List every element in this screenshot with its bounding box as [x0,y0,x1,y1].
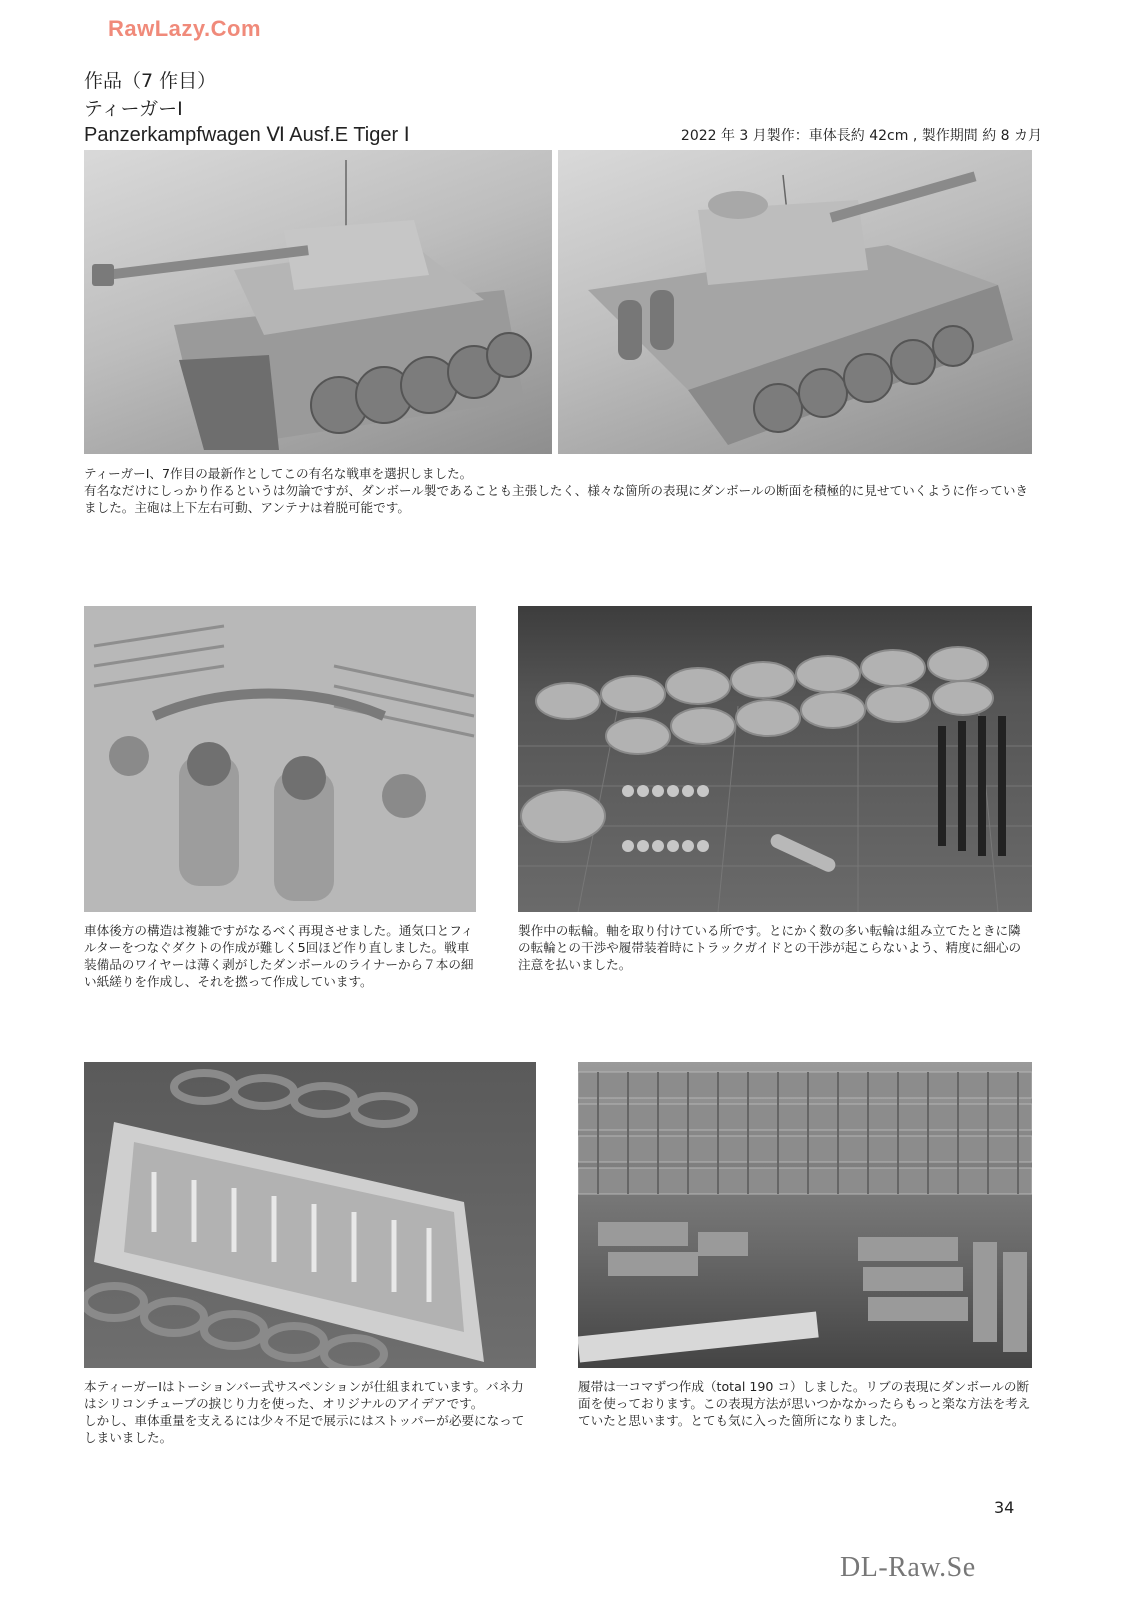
suspension-caption [84,1378,536,1446]
rear-detail-photo [84,606,476,912]
tank-rear-photo [558,150,1032,454]
watermark-top: RawLazy.Com [108,16,262,41]
intro-caption [84,465,1034,516]
page-number: 34 [994,1498,1015,1517]
suspension-photo [84,1062,536,1368]
model-full-name-heading: Panzerkampfwagen Ⅵ Ausf.E Tiger Ⅰ [84,124,410,146]
watermark-bottom: DL-Raw.Se [840,1552,976,1583]
tracks-photo [578,1062,1032,1368]
production-meta: 2022 年 3 月製作：車体長約 42cm , 製作期間 約 8 カ月 [680,128,1042,144]
rear-detail-caption: 車体後方の構造は複雑ですがなるべく再現させました。通気口とフィルターをつなぐダクトの作成が難しく5回ほど作り直しました。戦車装備品のワイヤーは薄く剥がしたダンボールのライナーから７本の細い紙縒りを作成し、それを撚って作成しています。 [84,923,474,989]
suspension-caption-2: しかし、車体重量を支えるには少々不足で展示にはストッパーが必要になってしまいました。 [84,1413,525,1445]
tank-front-photo [84,150,552,454]
tracks-caption: 履帯は一コマずつ作成（total 190 コ）しました。リブの表現にダンボールの断面を使っております。この表現方法が思いつかなかったらもっと楽な方法を考えていたと思います。とても気に入った箇所になりました。 [578,1379,1031,1428]
work-number-heading: 作品（7 作目） [84,70,217,92]
intro-line-2: 有名なだけにしっかり作るというは勿論ですが、ダンボール製であることも主張したく、様々な箇所の表現にダンボールの断面を積極的に見せていくように作っていきました。主砲は上下左右可動、アンテナは着脱可能です。 [84,483,1029,515]
suspension-caption-1: 本ティーガーⅠはトーションバー式サスペンションが仕組まれています。バネ力はシリコンチューブの捩じり力を使った、オリジナルのアイデアです。 [84,1379,524,1411]
road-wheels-caption: 製作中の転輪。軸を取り付けている所です。とにかく数の多い転輪は組み立てたときに隣の転輪との干渉や履帯装着時にトラックガイドとの干渉が起こらないよう、精度に細心の注意を払いました。 [518,923,1022,972]
road-wheels-photo [518,606,1032,912]
model-name-heading: ティーガーⅠ [84,98,183,120]
intro-line-1: ティーガーⅠ、7作目の最新作としてこの有名な戦車を選択しました。 [84,466,473,481]
